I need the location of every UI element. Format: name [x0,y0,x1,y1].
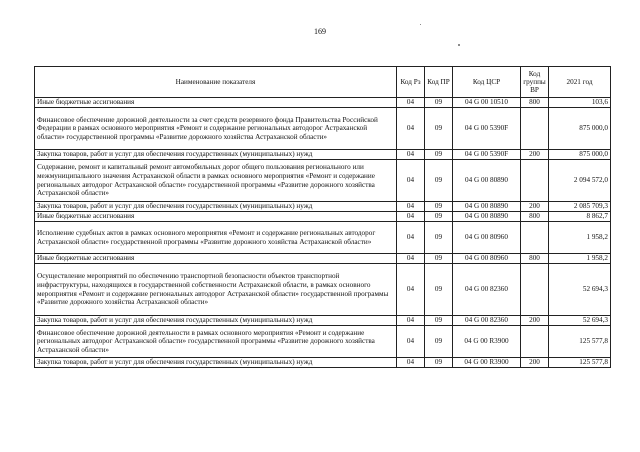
row-amount: 125 577,8 [549,358,611,368]
row-csr: 04 G 00 80960 [453,222,521,254]
row-csr: 04 G 00 80960 [453,254,521,264]
row-amount: 52 694,3 [549,264,611,316]
row-rz: 04 [397,212,425,222]
row-pr: 09 [425,160,453,202]
scan-speck [420,24,421,25]
row-pr: 09 [425,264,453,316]
row-amount: 2 094 572,0 [549,160,611,202]
table-row [35,326,611,358]
header-name: Наименование показателя [35,67,397,98]
table-row [35,212,611,222]
header-pr: Код ПР [425,67,453,98]
table-row [35,160,611,202]
budget-table [34,66,611,368]
row-amount: 1 958,2 [549,254,611,264]
row-name: Иные бюджетные ассигнования [35,98,397,108]
row-pr: 09 [425,326,453,358]
row-pr: 09 [425,202,453,212]
row-amount: 1 958,2 [549,222,611,254]
row-rz: 04 [397,98,425,108]
header-year: 2021 год [549,67,611,98]
row-rz: 04 [397,326,425,358]
row-pr: 09 [425,98,453,108]
row-name: Закупка товаров, работ и услуг для обеспечения государственных (муниципальных) нужд [35,358,397,368]
row-rz: 04 [397,358,425,368]
table-row [35,358,611,368]
row-rz: 04 [397,222,425,254]
row-pr: 09 [425,150,453,160]
row-csr: 04 G 00 80890 [453,202,521,212]
row-vr [521,326,549,358]
row-vr [521,222,549,254]
row-csr: 04 G 00 80890 [453,212,521,222]
header-vr: Код группы ВР [521,67,549,98]
row-csr: 04 G 00 80890 [453,160,521,202]
row-vr: 200 [521,316,549,326]
table-header [35,67,611,98]
row-pr: 09 [425,212,453,222]
row-pr: 09 [425,316,453,326]
table-row [35,264,611,316]
row-name: Финансовое обеспечение дорожной деятельности за счет средств резервного фонда Правительства Российской Федерации в рамках основного мероприятия «Ремонт и содержание региональных автодорог Астраханской области» государственной программы «Развитие дорожного хозяйства Астраханской области» [35,108,397,150]
table-row [35,316,611,326]
row-vr: 200 [521,150,549,160]
row-pr: 09 [425,254,453,264]
row-name: Иные бюджетные ассигнования [35,212,397,222]
table-row [35,222,611,254]
row-name: Иные бюджетные ассигнования [35,254,397,264]
row-csr: 04 G 00 82360 [453,264,521,316]
row-vr: 800 [521,254,549,264]
row-pr: 09 [425,108,453,150]
row-name: Исполнение судебных актов в рамках основного мероприятия «Ремонт и содержание региональных автодорог Астраханской области» государственной программы «Развитие дорожного хозяйства Астраханской области» [35,222,397,254]
row-pr: 09 [425,358,453,368]
row-amount: 2 085 709,3 [549,202,611,212]
table-row [35,254,611,264]
row-name: Закупка товаров, работ и услуг для обеспечения государственных (муниципальных) нужд [35,150,397,160]
row-csr: 04 G 00 10510 [453,98,521,108]
row-vr [521,264,549,316]
row-vr: 200 [521,202,549,212]
row-csr: 04 G 00 R3900 [453,326,521,358]
row-name: Финансовое обеспечение дорожной деятельности в рамках основного мероприятия «Ремонт и содержание региональных автодорог Астраханской области» государственной программы «Развитие дорожного хозяйства Астраханской области» [35,326,397,358]
row-vr: 800 [521,98,549,108]
page-number: 169 [314,27,326,36]
row-rz: 04 [397,202,425,212]
row-vr [521,108,549,150]
header-rz: Код Рз [397,67,425,98]
table-row [35,150,611,160]
table-row [35,202,611,212]
row-rz: 04 [397,254,425,264]
row-csr: 04 G 00 5390F [453,150,521,160]
row-rz: 04 [397,160,425,202]
row-vr [521,160,549,202]
scan-speck [458,44,460,46]
row-rz: 04 [397,264,425,316]
row-name: Содержание, ремонт и капитальный ремонт автомобильных дорог общего пользования регионального или межмуниципального значения Астраханской области в рамках основного мероприятия «Ремонт и содержание региональных автодорог Астраханской области» государственной программы «Развитие дорожного хозяйства Астраханской области» [35,160,397,202]
row-amount: 52 694,3 [549,316,611,326]
header-csr: Код ЦСР [453,67,521,98]
row-rz: 04 [397,108,425,150]
table-row [35,108,611,150]
row-pr: 09 [425,222,453,254]
row-amount: 103,6 [549,98,611,108]
row-amount: 8 862,7 [549,212,611,222]
row-vr: 800 [521,212,549,222]
row-name: Закупка товаров, работ и услуг для обеспечения государственных (муниципальных) нужд [35,202,397,212]
row-rz: 04 [397,150,425,160]
row-amount: 875 000,0 [549,108,611,150]
row-amount: 875 000,0 [549,150,611,160]
row-csr: 04 G 00 5390F [453,108,521,150]
row-amount: 125 577,8 [549,326,611,358]
row-rz: 04 [397,316,425,326]
row-csr: 04 G 00 82360 [453,316,521,326]
row-csr: 04 G 00 R3900 [453,358,521,368]
row-name: Осуществление мероприятий по обеспечению транспортной безопасности объектов транспортной инфраструктуры, находящихся в государственной собственности Астраханской области, в рамках основного мероприятия «Ремонт и содержание региональных автодорог Астраханской области» государственной программы «Развитие дорожного хозяйства Астраханской области» [35,264,397,316]
row-vr: 200 [521,358,549,368]
table-row [35,98,611,108]
row-name: Закупка товаров, работ и услуг для обеспечения государственных (муниципальных) нужд [35,316,397,326]
